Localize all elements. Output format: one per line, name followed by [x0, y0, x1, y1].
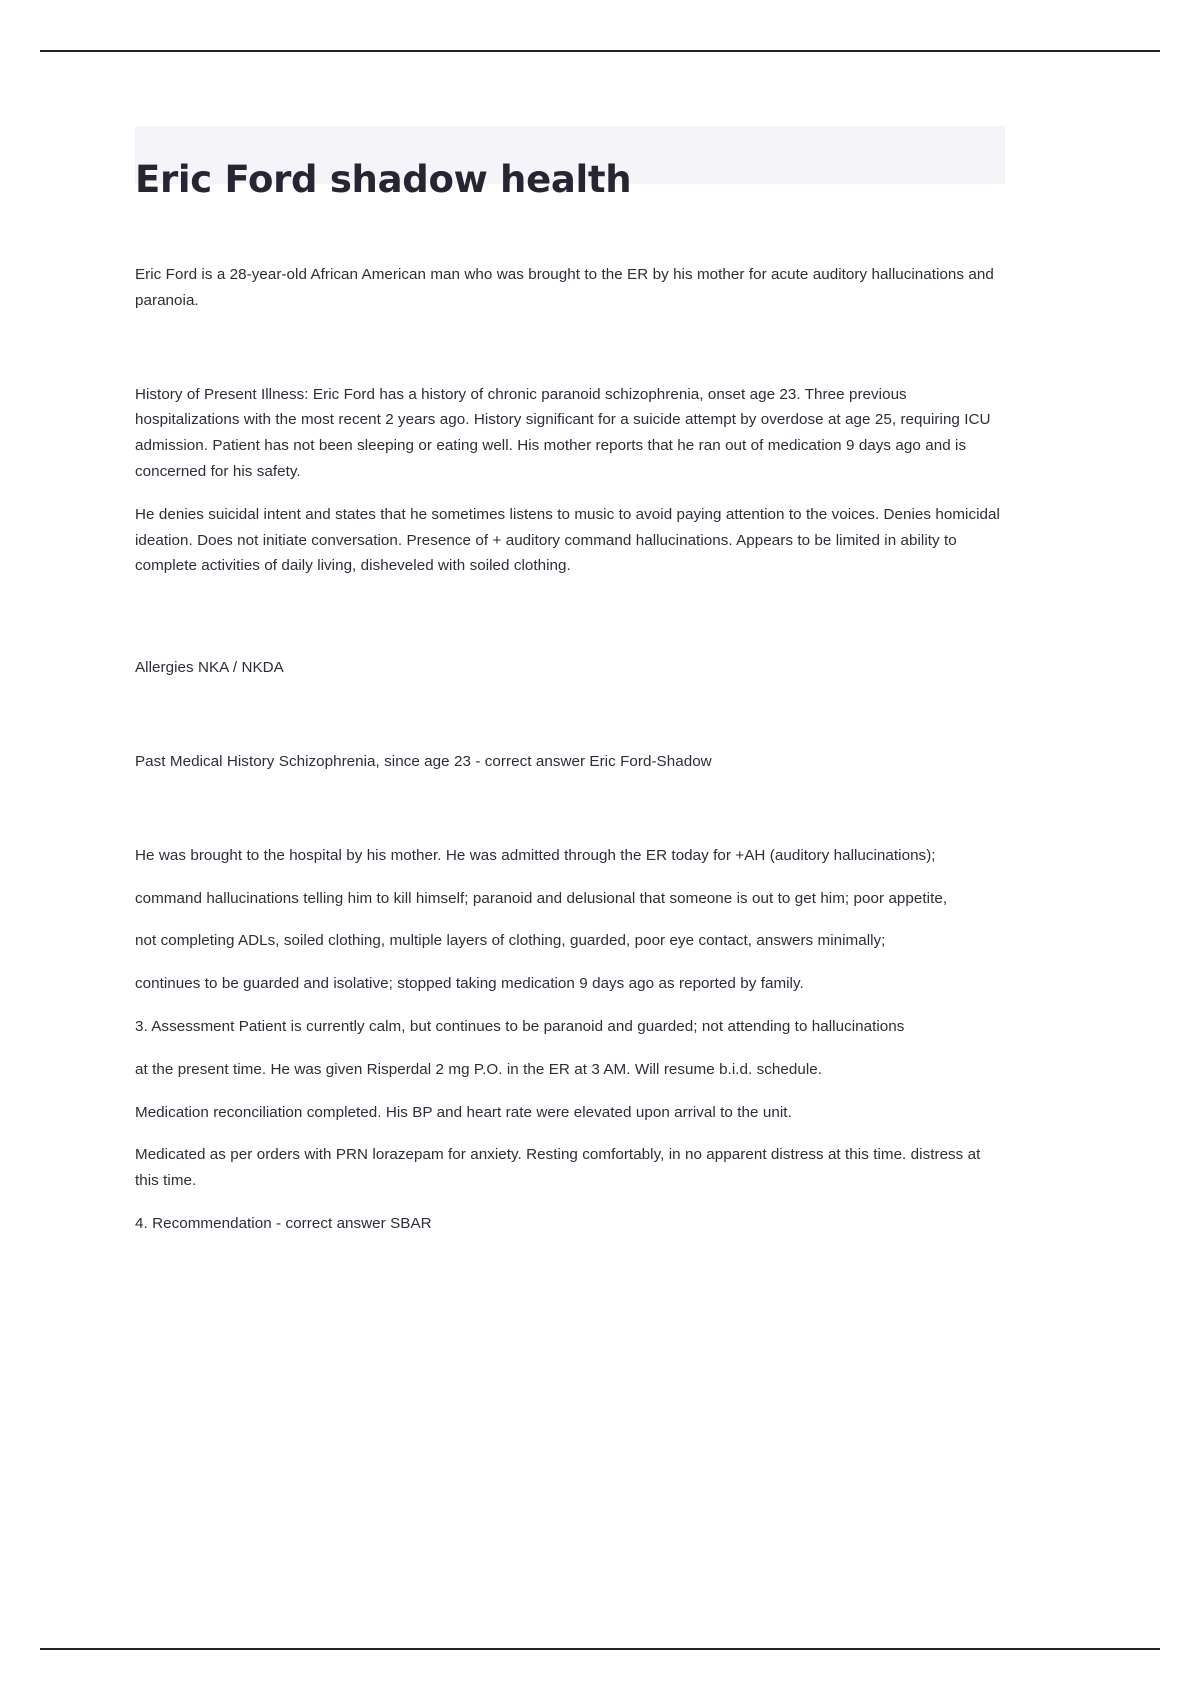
spacer [135, 1083, 1007, 1100]
spacer [135, 1125, 1007, 1142]
paragraph-adls: not completing ADLs, soiled clothing, multiple layers of clothing, guarded, poor eye contact, answers minimally; [135, 932, 886, 950]
spacer [135, 1194, 1007, 1211]
paragraph-denies-suicidal-intent: He denies suicidal intent and states that he sometimes listens to music to avoid paying attention to the voices. Denies homicidal ideation. Does not initiate conversation. Presence of + auditory command hallucinations. Appears to be limited in ability to complete activities of daily living, disheveled with soiled clothing. [135, 505, 1000, 575]
paragraph-medication-reconciliation: Medication reconciliation completed. His BP and heart rate were elevated upon arrival to the unit. [135, 1103, 792, 1121]
spacer [135, 997, 1007, 1014]
paragraph-risperdal: at the present time. He was given Risperdal 2 mg P.O. in the ER at 3 AM. Will resume b.i.d. schedule. [135, 1060, 822, 1078]
paragraph-past-medical-history: Past Medical History Schizophrenia, since age 23 - correct answer Eric Ford-Shadow [135, 752, 712, 770]
spacer [135, 485, 1007, 502]
spacer [135, 314, 1007, 382]
paragraph-guarded-isolative: continues to be guarded and isolative; stopped taking medication 9 days ago as reported by family. [135, 975, 804, 993]
paragraph-admission: He was brought to the hospital by his mother. He was admitted through the ER today for +AH (auditory hallucinations); [135, 846, 936, 864]
paragraph-allergies: Allergies NKA / NKDA [135, 659, 284, 677]
page-top-rule [40, 50, 1160, 52]
paragraph-recommendation: 4. Recommendation - correct answer SBAR [135, 1214, 432, 1232]
spacer [135, 775, 1007, 843]
spacer [135, 911, 1007, 928]
spacer [135, 954, 1007, 971]
paragraph-assessment: 3. Assessment Patient is currently calm, but continues to be paranoid and guarded; not attending to hallucinations [135, 1017, 905, 1035]
document-body [135, 262, 1007, 1237]
paragraph-history-of-present-illness: History of Present Illness: Eric Ford has a history of chronic paranoid schizophrenia, onset age 23. Three previous hospitalizations with the most recent 2 years ago. History significant for a suicide attempt by overdose at age 25, requiring ICU admission. Patient has not been sleeping or eating well. His mother reports that he ran out of medication 9 days ago and is concerned for his safety. [135, 385, 991, 480]
paragraph-prn-lorazepam: Medicated as per orders with PRN lorazepam for anxiety. Resting comfortably, in no apparent distress at this time. distress at this time. [135, 1146, 981, 1190]
spacer [135, 869, 1007, 886]
page-bottom-rule [40, 1648, 1160, 1650]
paragraph-command-hallucinations: command hallucinations telling him to kill himself; paranoid and delusional that someone is out to get him; poor appetite, [135, 889, 948, 907]
spacer [135, 579, 1007, 655]
page-title: Eric Ford shadow health [135, 158, 632, 202]
paragraph-intro: Eric Ford is a 28-year-old African American man who was brought to the ER by his mother for acute auditory hallucinations and paranoia. [135, 266, 994, 309]
spacer [135, 681, 1007, 749]
spacer [135, 1040, 1007, 1057]
